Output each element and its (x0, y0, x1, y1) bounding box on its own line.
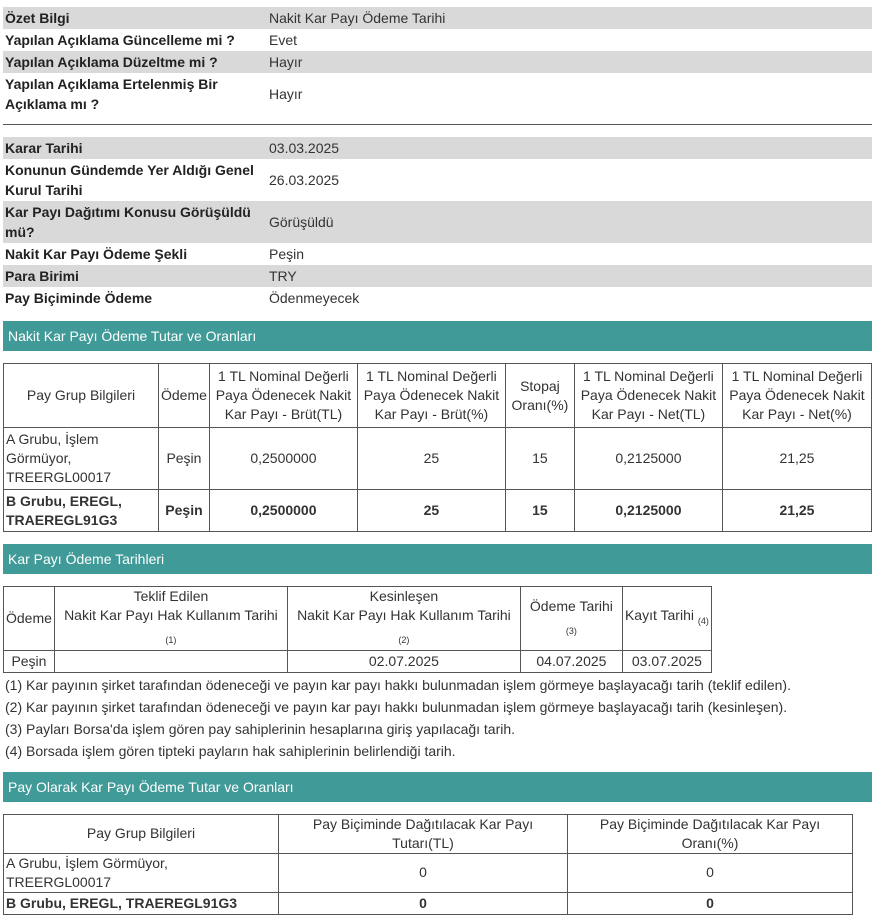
table-cell: 0 (568, 853, 853, 892)
table-cell: 21,25 (722, 490, 871, 532)
summary-row (3, 51, 872, 73)
divider (3, 124, 872, 125)
col-header: Pay Grup Bilgileri (4, 814, 279, 853)
table-cell: 04.07.2025 (520, 650, 622, 672)
detail-value: 03.03.2025 (263, 137, 872, 159)
table-cell: B Grubu, EREGL, TRAEREGL91G3 (4, 892, 279, 914)
table-cell: 0,2125000 (574, 428, 722, 490)
table-cell: 0,2500000 (209, 428, 357, 490)
col-header: Pay Grup Bilgileri (4, 364, 159, 428)
table-cell: A Grubu, İşlem Görmüyor, TREERGL00017 (4, 428, 159, 490)
col-header-teklif (54, 587, 287, 651)
table-cell: 25 (357, 428, 505, 490)
table-header-row (4, 814, 853, 853)
summary-label: Özet Bilgi (3, 7, 263, 29)
detail-label: Konunun Gündemde Yer Aldığı Genel Kurul Tarihi (5, 162, 254, 198)
details-table (3, 137, 872, 309)
detail-row (3, 137, 872, 159)
table-cell: 0,2125000 (574, 490, 722, 532)
summary-label: Yapılan Açıklama Güncelleme mi ? (5, 32, 235, 48)
table-cell: 21,25 (722, 428, 871, 490)
cash-section-header: Nakit Kar Payı Ödeme Tutar ve Oranları (3, 321, 872, 351)
table-row (4, 853, 853, 892)
table-cell: 25 (357, 490, 505, 532)
stock-dividend-table (3, 814, 853, 915)
table-cell: 15 (505, 490, 574, 532)
footnote: (4) Borsada işlem gören tipteki payların hak sahiplerinin belirlendiği tarih. (5, 742, 456, 759)
header-line: Kesinleşen (369, 588, 439, 604)
col-header-odeme: Ödeme (4, 587, 55, 651)
col-header-odeme-tarihi (520, 587, 622, 651)
header-line: Kayıt Tarihi (624, 607, 694, 623)
footnote-ref: (3) (565, 625, 577, 636)
detail-label: Karar Tarihi (3, 137, 263, 159)
col-header: Stopaj Oranı(%) (505, 364, 574, 428)
footnote: (2) Kar payının şirket tarafından ödeneceği ve payın kar payı hakkı bulunmadan işlem görmeye başlayacağı tarih (kesinleşen). (5, 698, 788, 715)
summary-value: Nakit Kar Payı Ödeme Tarihi (263, 7, 872, 29)
summary-row (3, 7, 872, 29)
footnote-ref: (4) (697, 615, 709, 626)
table-row (4, 892, 853, 914)
footnotes (3, 674, 876, 762)
table-cell: 0 (279, 853, 568, 892)
disclosure-page (0, 7, 876, 915)
col-header: 1 TL Nominal Değerli Paya Ödenecek Nakit Kar Payı - Brüt(%) (357, 364, 505, 428)
table-row (4, 650, 712, 672)
summary-value: Hayır (269, 86, 303, 102)
table-cell: A Grubu, İşlem Görmüyor, TREERGL00017 (4, 853, 279, 892)
detail-value: Görüşüldü (263, 201, 872, 243)
summary-row (3, 29, 872, 51)
footnote-ref: (1) (165, 634, 177, 645)
table-cell: 0 (568, 892, 853, 914)
detail-row (3, 243, 872, 265)
col-header: Pay Biçiminde Dağıtılacak Kar Payı Oranı(%) (568, 814, 853, 853)
summary-value: Hayır (263, 51, 872, 73)
detail-row (3, 201, 872, 243)
col-header-kayit (622, 587, 711, 651)
col-header: 1 TL Nominal Değerli Paya Ödenecek Nakit Kar Payı - Net(%) (722, 364, 871, 428)
header-line: Nakit Kar Payı Hak Kullanım Tarihi (64, 607, 278, 623)
footnote: (1) Kar payının şirket tarafından ödeneceği ve payın kar payı hakkı bulunmadan işlem görmeye başlayacağı tarih (teklif edilen). (5, 676, 791, 693)
footnote: (3) Payları Borsa'da işlem gören pay sahiplerinin hesaplarına giriş yapılacağı tarih. (5, 720, 516, 737)
summary-row (3, 73, 872, 115)
col-header: Pay Biçiminde Dağıtılacak Kar Payı Tutarı(TL) (279, 814, 568, 853)
table-cell: Peşin (159, 428, 210, 490)
footnote-ref: (2) (398, 634, 410, 645)
col-header: 1 TL Nominal Değerli Paya Ödenecek Nakit Kar Payı - Brüt(TL) (209, 364, 357, 428)
table-row (4, 490, 872, 532)
summary-table (3, 7, 872, 115)
summary-label: Yapılan Açıklama Düzeltme mi ? (3, 51, 263, 73)
cash-dividend-table (3, 363, 872, 532)
detail-label: Para Birimi (3, 265, 263, 287)
detail-row (3, 159, 872, 201)
summary-label: Yapılan Açıklama Ertelenmiş Bir Açıklama mı ? (5, 76, 218, 112)
detail-value: 26.03.2025 (269, 172, 340, 188)
table-header-row (4, 364, 872, 428)
header-line: Teklif Edilen (133, 588, 209, 604)
table-cell: B Grubu, EREGL, TRAEREGL91G3 (4, 490, 159, 532)
detail-label: Nakit Kar Payı Ödeme Şekli (5, 246, 188, 262)
col-header-kesin (287, 587, 520, 651)
table-cell: 0 (279, 892, 568, 914)
payment-dates-table (3, 586, 712, 673)
detail-label: Kar Payı Dağıtımı Konusu Görüşüldü mü? (3, 201, 263, 243)
header-line: Nakit Kar Payı Hak Kullanım Tarihi (297, 607, 511, 623)
header-line: Ödeme Tarihi (529, 597, 613, 614)
table-cell: 15 (505, 428, 574, 490)
detail-value: TRY (263, 265, 872, 287)
detail-value: Peşin (269, 246, 305, 262)
table-row (4, 428, 872, 490)
col-header: 1 TL Nominal Değerli Paya Ödenecek Nakit Kar Payı - Net(TL) (574, 364, 722, 428)
table-cell: 03.07.2025 (622, 650, 711, 672)
col-header: Ödeme (159, 364, 210, 428)
table-cell: 02.07.2025 (287, 650, 520, 672)
table-cell (54, 650, 287, 672)
stock-section-header: Pay Olarak Kar Payı Ödeme Tutar ve Oranları (3, 772, 872, 802)
detail-value: Ödenmeyecek (269, 290, 360, 306)
table-cell: Peşin (4, 650, 55, 672)
table-header-row (4, 587, 712, 651)
detail-row (3, 287, 872, 309)
summary-value: Evet (269, 32, 298, 48)
dates-section-header: Kar Payı Ödeme Tarihleri (3, 544, 872, 574)
detail-label: Pay Biçiminde Ödeme (5, 290, 153, 306)
table-cell: 0,2500000 (209, 490, 357, 532)
detail-row (3, 265, 872, 287)
table-cell: Peşin (159, 490, 210, 532)
